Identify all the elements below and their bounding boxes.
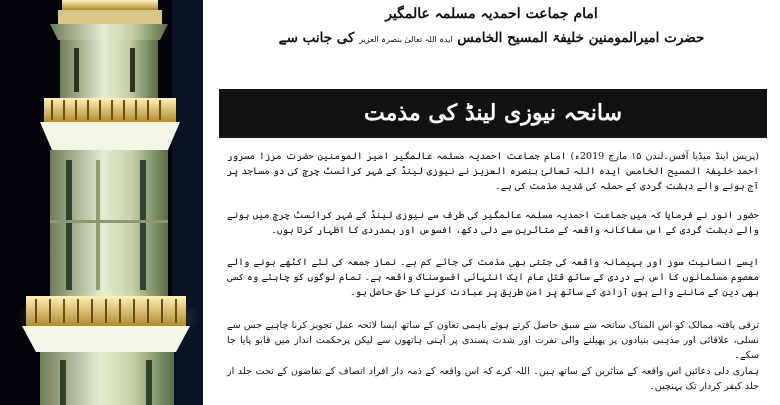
paragraph-3: ایسے انسانیت سوز اور بہیمانہ واقعہ کی جتنی بھی مذمت کی جائے کم ہے۔ نماز جمعہ کی لئے اکٹھے ہونے والے معصوم مسلمانوں کا اس بے دردی کے ساتھ قتل عام ایک انتہائی افسوسناک واقعہ ہے۔ تمام لوگوں کو چاہئے وہ کسی بھی دین کے ماننے والے ہوں آزادی کے ساتھ پر امن طریق پر عبادت کرنے کا حق حاصل ہو۔ — [227, 257, 759, 298]
org-heading: امام جماعت احمدیہ مسلمہ عالمگیر — [385, 6, 598, 22]
minaret-photo — [0, 0, 203, 405]
paragraph-2: حضور انور نے فرمایا کہ میں جماعت احمدیہ مسلمہ عالمگیر کی طرف سے نیوزی لینڈ کے شہر کرائسٹ چرچ میں ہونے والے دہشت گردی کے اس سفاکانہ واقعہ کے متاثرین سے دلی دکھ، افسوس اور ہمدردی کا اظہار کرتا ہوں۔ — [227, 210, 759, 236]
press-release — [203, 0, 780, 405]
page-title: سانحہ نیوزی لینڈ کی مذمت — [363, 100, 623, 126]
title-banner — [219, 89, 767, 138]
leader-honorific: ایدہ اللہ تعالیٰ بنصرہ العزیز — [359, 35, 453, 44]
paragraph-1: (پریس اینڈ میڈیا آفس۔لندن ۱۵ مارچ 2019ء) امام جماعت احمدیہ مسلمہ عالمگیر امیر المومنین حضرت مرزا مسرور احمد خلیفۃ المسیح الخامس ایدہ اللہ تعالیٰ بنصرہ العزیز نے نیوزی لینڈ کے شہر کرائسٹ چرچ کی دو مساجد پر آج ہونے والے دہشت گردی کے حملہ کی شدید مذمت کی ہے۔ — [227, 151, 759, 192]
from-text: کی جانب سے — [278, 30, 355, 46]
paragraph-5: ہماری دلی دعائیں اس واقعہ کے متاثرین کے ساتھ ہیں۔ اللہ کرے کہ اس واقعہ کے ذمہ دار افراد انصاف کے تقاضوں کے تحت جلد از جلد کیفر کردار تک پہنچیں۔ — [227, 366, 759, 392]
leader-name: حضرت امیرالمومنین خلیفۃ المسیح الخامس — [457, 30, 705, 46]
leader-heading — [203, 30, 780, 46]
paragraph-4: ترقی یافتہ ممالک کو اس المناک سانحہ سے سبق حاصل کرتے ہوئے باہمی تعاون کے ساتھ ایسا لائحہ عمل تجویز کرنا چاہیے جس سے نسلی، علاقائی اور مذہبی بنیادوں پر پھیلنے والی نفرت اور شدت پسندی پر آہنی ہاتھوں سے لیکن پرحکمت انداز میں قابو پایا جا سکے۔ — [227, 320, 759, 361]
minaret-illustration — [0, 0, 203, 405]
